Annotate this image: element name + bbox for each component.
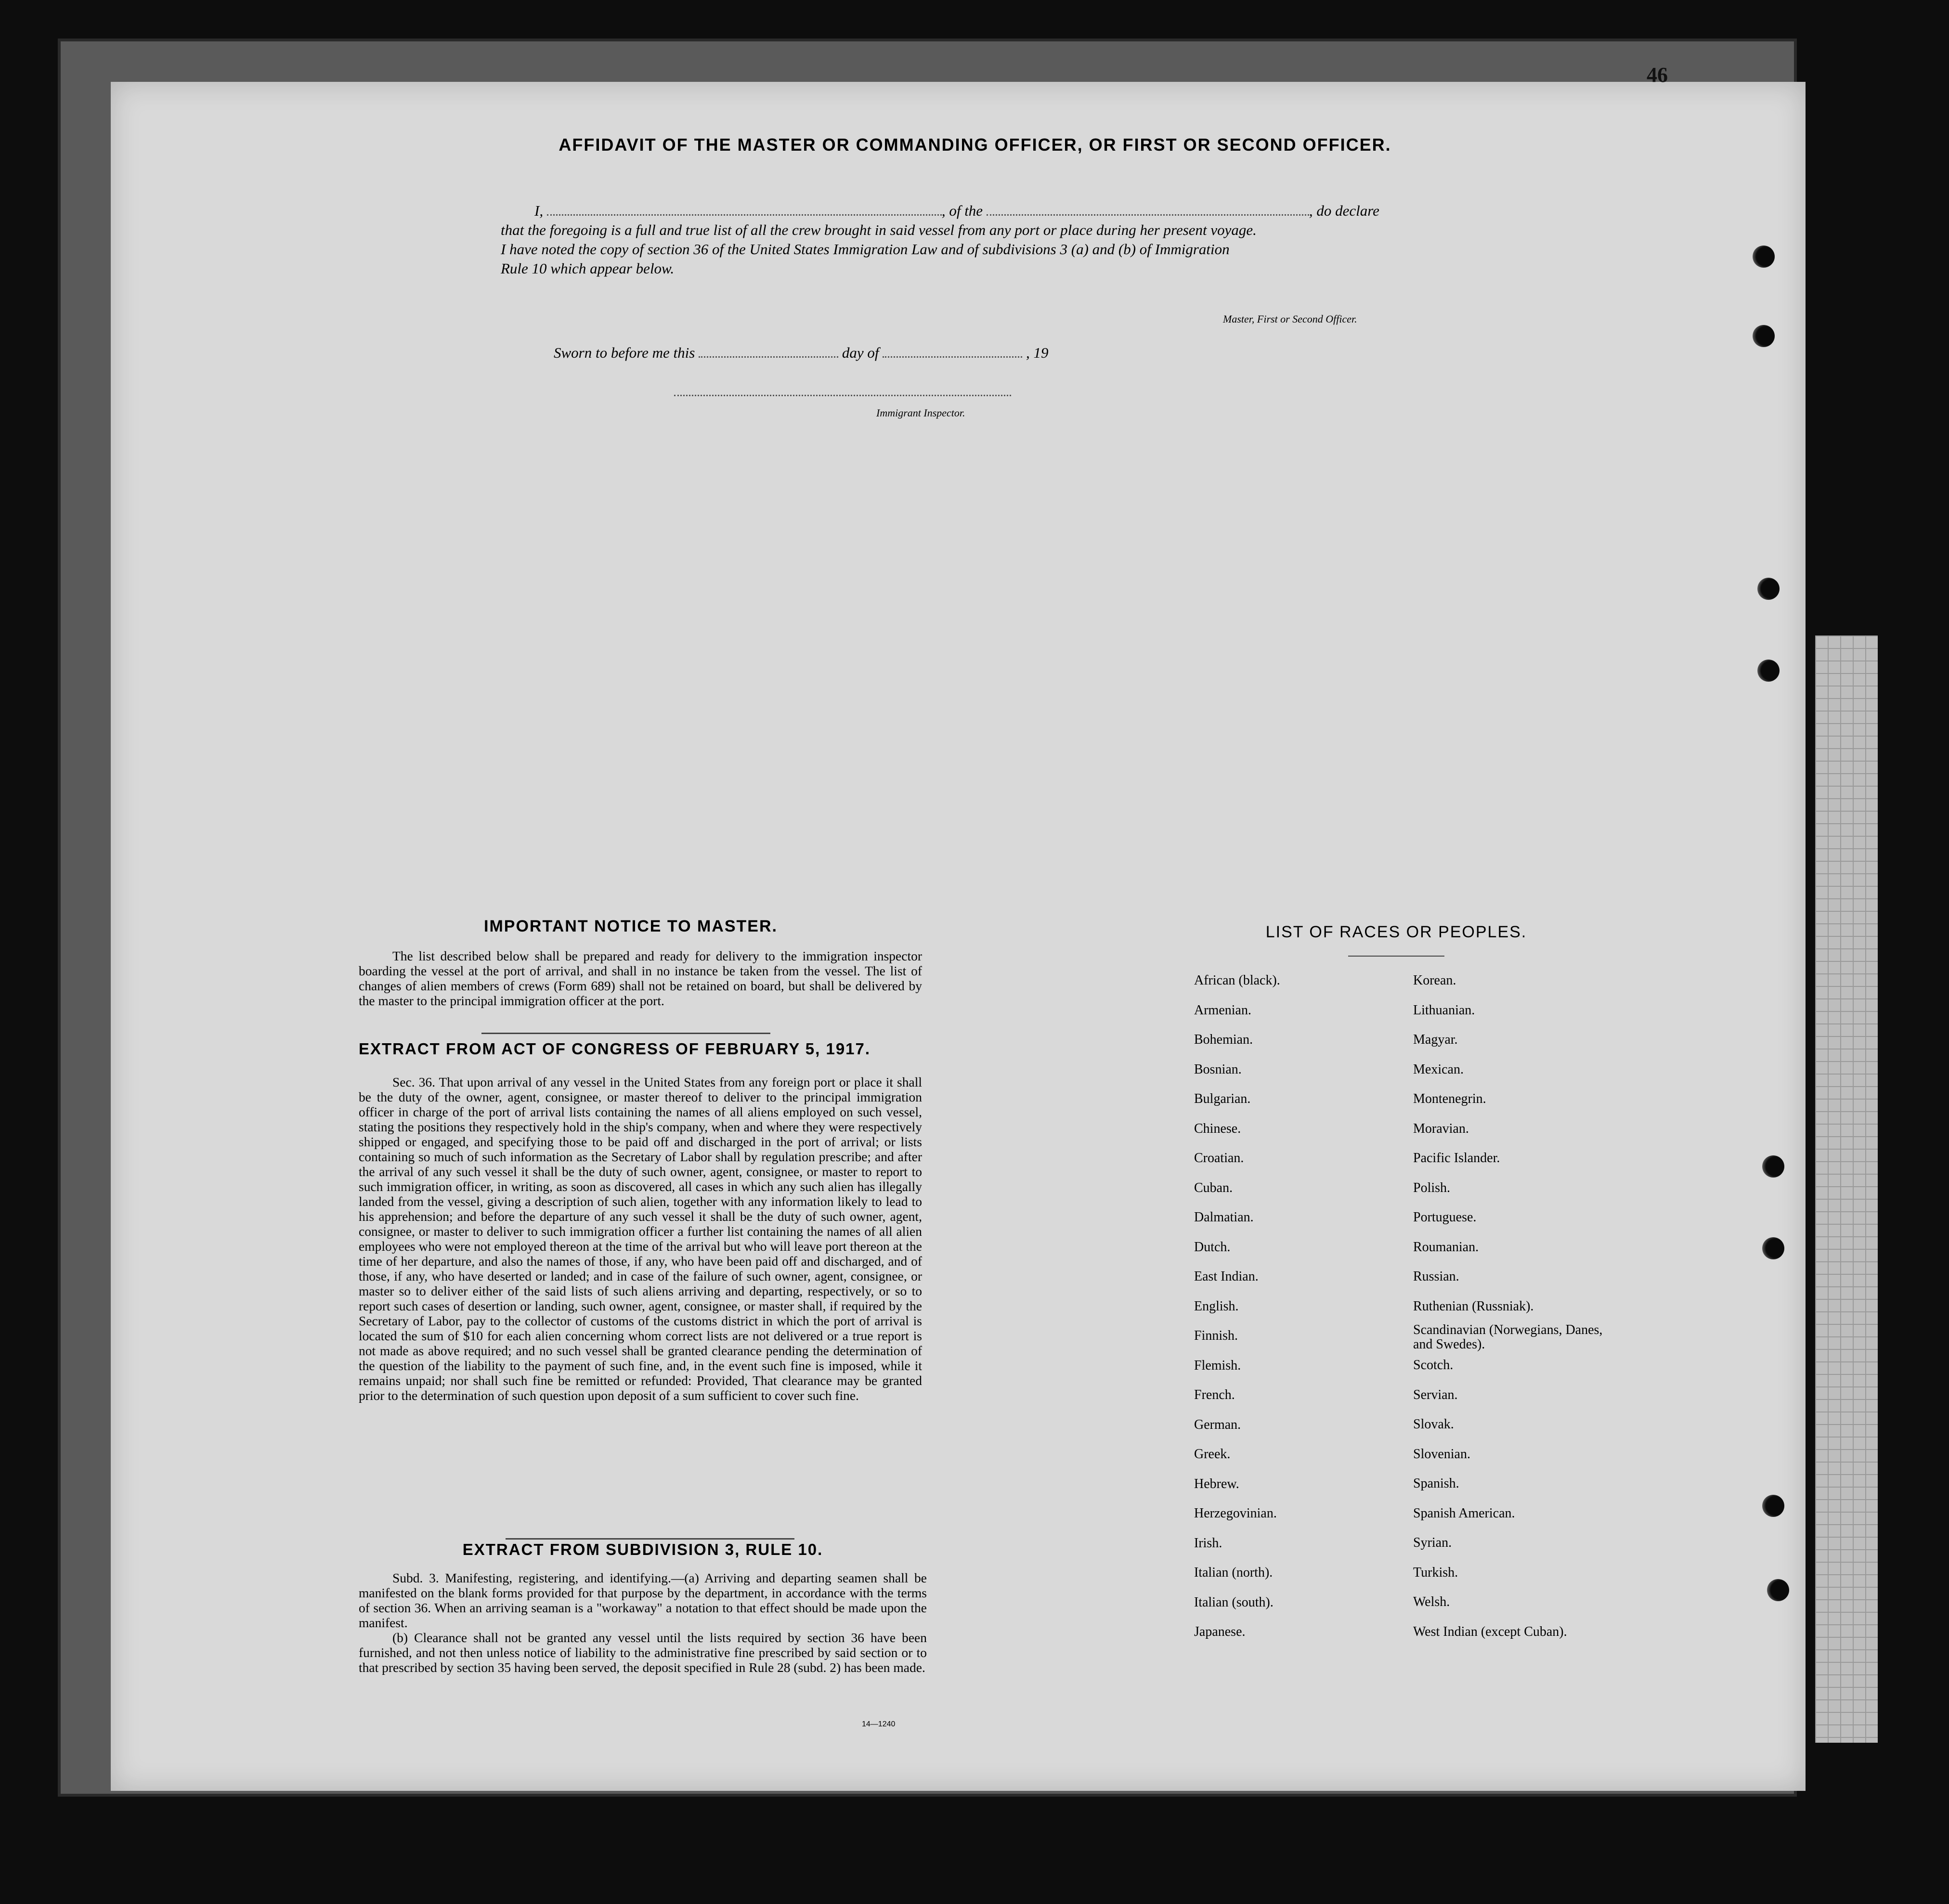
affidavit-line-1 — [534, 202, 1379, 220]
race-item: Montenegrin. — [1413, 1091, 1486, 1106]
race-item: Irish. — [1194, 1535, 1222, 1551]
race-item: Turkish. — [1413, 1565, 1458, 1580]
race-item: Bohemian. — [1194, 1032, 1253, 1047]
vessel-blank[interactable] — [987, 214, 1309, 216]
affidavit-of-the: , of the — [941, 202, 983, 219]
notice-paragraph: The list described below shall be prepared and ready for delivery to the immigration inspector boarding the vessel at the port of arrival, and shall in no instance be taken from the vessel. The list of changes of alien members of crews (Form 689) shall not be retained on board, but shall be delivered by the master to the principal immigration officer at the port. — [359, 948, 922, 1008]
race-item: Cuban. — [1194, 1180, 1233, 1195]
rule-paragraph-b: (b) Clearance shall not be granted any vessel until the lists required by section 36 have been furnished, and not then unless notice of liability to the administrative fine prescribed by said section or to that prescribed by section 35 having been served, the deposit specified in Rule 28 (subd. 2) has been made. — [359, 1630, 927, 1675]
race-item: Portuguese. — [1413, 1210, 1477, 1225]
race-item: Chinese. — [1194, 1121, 1241, 1136]
races-right-column — [1413, 966, 1625, 1646]
race-item: Spanish. — [1413, 1476, 1459, 1491]
race-item: Italian (south). — [1194, 1594, 1273, 1610]
race-item: Japanese. — [1194, 1624, 1246, 1639]
race-item: Bosnian. — [1194, 1062, 1242, 1077]
inspector-signature-line[interactable] — [674, 395, 1011, 396]
race-item: Herzegovinian. — [1194, 1506, 1277, 1521]
inspector-label: Immigrant Inspector. — [876, 407, 965, 419]
form-number: 14—1240 — [862, 1720, 896, 1728]
race-item: Syrian. — [1413, 1535, 1452, 1550]
race-item: Magyar. — [1413, 1032, 1458, 1047]
race-item: Flemish. — [1194, 1358, 1241, 1373]
race-item: Italian (north). — [1194, 1565, 1273, 1580]
races-left-column — [1194, 966, 1280, 1647]
binding-hole — [1757, 660, 1780, 682]
race-item: Slovenian. — [1413, 1446, 1470, 1462]
notice-text — [359, 948, 922, 1008]
page-number: 46 — [1647, 63, 1668, 87]
race-item: Russian. — [1413, 1269, 1459, 1284]
affidavit-line-2: that the foregoing is a full and true list of all the crew brought in said vessel from any port or place during her present voyage. — [501, 221, 1257, 238]
affidavit-line-3: I have noted the copy of section 36 of the United States Immigration Law and of subdivisions 3 (a) and (b) of Immigration — [501, 241, 1230, 258]
race-item: Finnish. — [1194, 1328, 1238, 1343]
binding-hole — [1762, 1495, 1784, 1517]
race-item: Pacific Islander. — [1413, 1151, 1500, 1166]
races-heading: LIST OF RACES OR PEOPLES. — [1265, 923, 1527, 941]
race-item: Bulgarian. — [1194, 1091, 1251, 1106]
race-item: Ruthenian (Russniak). — [1413, 1298, 1534, 1314]
act-heading: EXTRACT FROM ACT OF CONGRESS OF FEBRUARY 5, 1917. — [359, 1040, 871, 1058]
affidavit-i: I, — [534, 202, 544, 219]
race-item: Korean. — [1413, 973, 1456, 988]
affidavit-line-4: Rule 10 which appear below. — [501, 260, 675, 277]
year-text: , 19 — [1026, 344, 1049, 361]
race-item: Dutch. — [1194, 1239, 1231, 1255]
race-item: Dalmatian. — [1194, 1210, 1254, 1225]
rule-text — [359, 1570, 927, 1675]
race-item: Hebrew. — [1194, 1476, 1239, 1491]
notice-heading: IMPORTANT NOTICE TO MASTER. — [484, 917, 778, 935]
ledger-grid-edge — [1815, 635, 1878, 1743]
binding-hole — [1753, 246, 1775, 268]
race-item: Roumanian. — [1413, 1239, 1479, 1255]
binding-hole — [1753, 325, 1775, 347]
divider — [506, 1538, 794, 1540]
race-item: Scotch. — [1413, 1358, 1454, 1373]
race-item: Greek. — [1194, 1447, 1231, 1462]
sworn-month-blank[interactable] — [883, 356, 1022, 358]
race-item: Mexican. — [1413, 1062, 1464, 1077]
master-signature-label: Master, First or Second Officer. — [1223, 313, 1357, 325]
binding-hole — [1767, 1579, 1789, 1601]
rule-paragraph-a: Subd. 3. Manifesting, registering, and identifying.—(a) Arriving and departing seamen shall be manifested on the blank forms provided for that purpose by the department, in accordance with the terms of section 36. When an arriving seaman is a "workaway" a notation to that effect should be made upon the manifest. — [359, 1570, 927, 1630]
binding-hole — [1762, 1155, 1784, 1178]
divider — [1348, 956, 1444, 957]
race-item: East Indian. — [1194, 1269, 1259, 1284]
rule-heading: EXTRACT FROM SUBDIVISION 3, RULE 10. — [462, 1541, 823, 1558]
affidavit-title: AFFIDAVIT OF THE MASTER OR COMMANDING OFFICER, OR FIRST OR SECOND OFFICER. — [559, 135, 1391, 155]
binding-hole — [1762, 1237, 1784, 1259]
race-item: English. — [1194, 1298, 1239, 1314]
race-item: Moravian. — [1413, 1121, 1469, 1136]
race-item: Slovak. — [1413, 1417, 1454, 1432]
race-item: German. — [1194, 1417, 1241, 1432]
act-paragraph: Sec. 36. That upon arrival of any vessel in the United States from any foreign port or place it shall be the duty of the owner, agent, consignee, or master thereof to deliver to the principal immigration officer in charge of the port of arrival lists containing the names of all aliens employed on such vessel, stating the positions they respectively hold in the ship's company, when and where they were respectively shipped or engaged, and specifying those to be paid off and discharged in the port of arrival; or lists containing so much of such information as the Secretary of Labor shall by regulation prescribe; and after the arrival of any such vessel it shall be the duty of such owner, agent, consignee, or master to report to such immigration officer, in writing, as soon as discovered, all cases in which any such alien has illegally landed from the vessel, giving a description of such alien, together with any information likely to lead to his apprehension; and before the departure of any such vessel it shall be the duty of such owner, agent, consignee, or master to deliver to such immigration officer a further list containing the names of all alien employees who were not employed thereon at the time of the arrival but who will leave port thereon at the time of her departure, and also the names of those, if any, who have been paid off and discharged, and of those, if any, who have deserted or landed; and in case of the failure of such owner, agent, consignee, or master so to deliver either of the said lists of such aliens arriving and departing, respectively, or so to report such cases of desertion or landing, such owner, agent, consignee, or master shall, if required by the Secretary of Labor, pay to the collector of customs of the customs district in which the port of arrival is located the sum of $10 for each alien concerning whom correct lists are not delivered or a true report is not made as above required; and no such vessel shall be granted clearance pending the determination of the question of the liability to the payment of such fine, and, in the event such fine is imposed, while it remains unpaid; nor shall such fine be remitted or refunded: Provided, That clearance may be granted prior to the determination of such question upon deposit of a sum sufficient to cover such fine. — [359, 1075, 922, 1403]
race-item: Spanish American. — [1413, 1505, 1515, 1521]
act-text — [359, 1075, 922, 1403]
race-item: Polish. — [1413, 1180, 1451, 1195]
race-item: Scandinavian (Norwegians, Danes, and Swedes). — [1413, 1322, 1603, 1352]
race-item: Servian. — [1413, 1387, 1458, 1402]
divider — [481, 1033, 770, 1034]
sworn-date-blank[interactable] — [699, 356, 838, 358]
race-item: French. — [1194, 1387, 1235, 1402]
day-of-text: day of — [842, 344, 879, 361]
race-item: Lithuanian. — [1413, 1002, 1475, 1018]
race-item: West Indian (except Cuban). — [1413, 1624, 1567, 1639]
sworn-line — [554, 344, 1048, 362]
affidavit-do-declare: , do declare — [1309, 202, 1379, 219]
binding-hole — [1757, 578, 1780, 600]
race-item: Croatian. — [1194, 1151, 1244, 1166]
race-item: Armenian. — [1194, 1002, 1251, 1018]
sworn-text: Sworn to before me this — [554, 344, 695, 361]
race-item: Welsh. — [1413, 1594, 1450, 1609]
name-blank[interactable] — [547, 214, 942, 216]
race-item: African (black). — [1194, 973, 1280, 988]
